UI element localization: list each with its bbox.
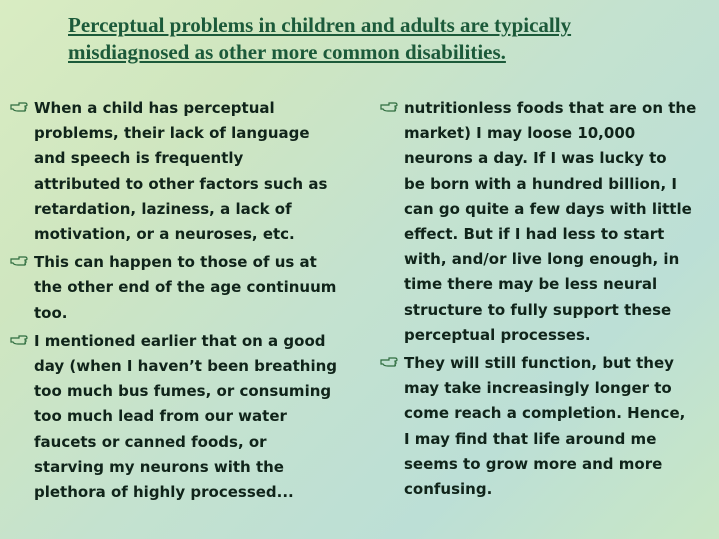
- bullet-item: [10, 96, 355, 247]
- bullet-text: They will still function, but they may take increasingly longer to come reach a completion. Hence, I may find that life around me seems to grow more and more confusing.: [404, 354, 686, 499]
- bullet-item: [10, 329, 355, 505]
- pointing-hand-icon: [380, 354, 398, 368]
- left-column: [10, 96, 355, 508]
- bullet-text: When a child has perceptual problems, their lack of language and speech is frequently attributed to other factors such as retardation, laziness, a lack of motivation, or a neuroses, etc.: [34, 99, 328, 244]
- bullet-text: This can happen to those of us at the other end of the age continuum too.: [34, 253, 337, 322]
- pointing-hand-icon: [10, 99, 28, 113]
- bullet-item: [380, 96, 715, 348]
- pointing-hand-icon: [380, 99, 398, 113]
- right-column: [380, 96, 715, 505]
- pointing-hand-icon: [10, 253, 28, 267]
- bullet-text: nutritionless foods that are on the market) I may loose 10,000 neurons a day. If I was lucky to be born with a hundred billion, I can go quite a few days with little effect. But if I had less to start with, and/or live long enough, in time there may be less neural structure to fully support these perceptual processes.: [404, 99, 697, 344]
- bullet-item: [380, 351, 715, 502]
- slide-title: Perceptual problems in children and adults are typically misdiagnosed as other more common disabilities.: [68, 13, 572, 64]
- bullet-text: I mentioned earlier that on a good day (when I haven’t been breathing too much bus fumes, or consuming too much lead from our water faucets or canned foods, or starving my neurons with the plethora of highly processed...: [34, 331, 338, 502]
- bullet-item: [10, 250, 355, 326]
- pointing-hand-icon: [10, 332, 28, 346]
